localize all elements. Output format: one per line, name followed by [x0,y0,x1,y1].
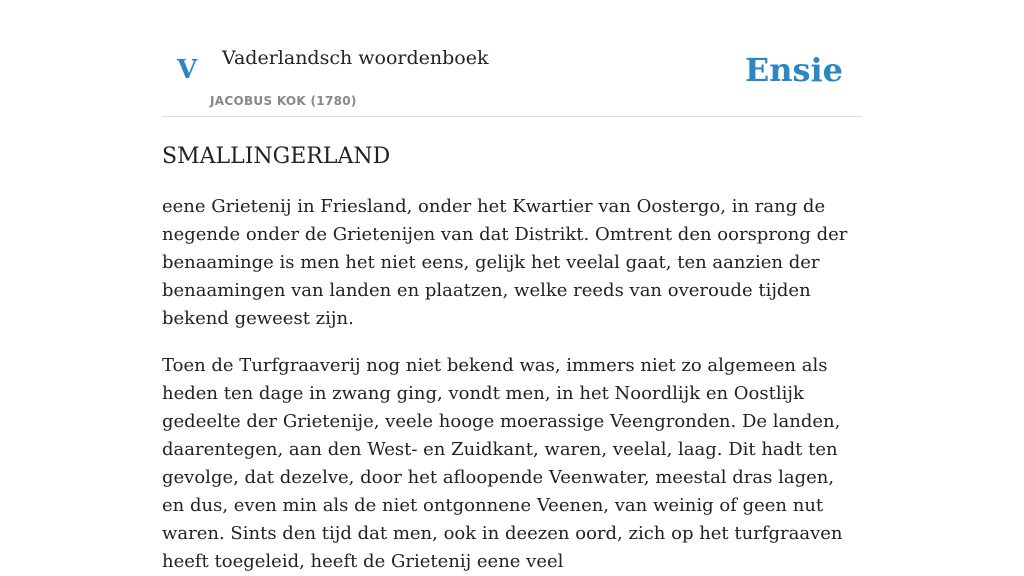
entry-title: SMALLINGERLAND [162,144,391,169]
page [162,0,862,576]
ensie-logo-link[interactable]: Ensie [744,51,843,89]
book-initial-icon[interactable]: V [177,55,198,85]
entry-paragraph-2: Toen de Turfgraaverij nog niet bekend was, immers niet zo algemeen als heden ten dage in zwang ging, vondt men, in het Noordlijk en Oostlijk gedeelte der Grietenije, veele hooge moerassige Veengronden. De landen, daarentegen, aan den West- en Zuidkant, waren, veelal, laag. Dit hadt ten gevolge, dat dezelve, door het afloopende Veenwater, meestal dras lagen, en dus, even min als de niet ontgonnene Veenen, van weinig of geen nut waren. Sints den tijd dat men, ook in deezen oord, zich op het turfgraaven heeft toegeleid, heeft de Grietenij eene veel [162,355,843,572]
book-header [162,0,862,117]
entry-paragraph-1: eene Grietenij in Friesland, onder het Kwartier van Oostergo, in rang de negende onder de Grietenijen van dat Distrikt. Omtrent den oorsprong der benaaminge is men het niet eens, gelijk het veelal gaat, ten aanzien der benaamingen van landen en plaatzen, welke reeds van overoude tijden bekend geweest zijn. [162,196,848,329]
book-title-link[interactable]: Vaderlandsch woordenboek [222,47,489,69]
book-author: JACOBUS KOK (1780) [210,94,357,108]
